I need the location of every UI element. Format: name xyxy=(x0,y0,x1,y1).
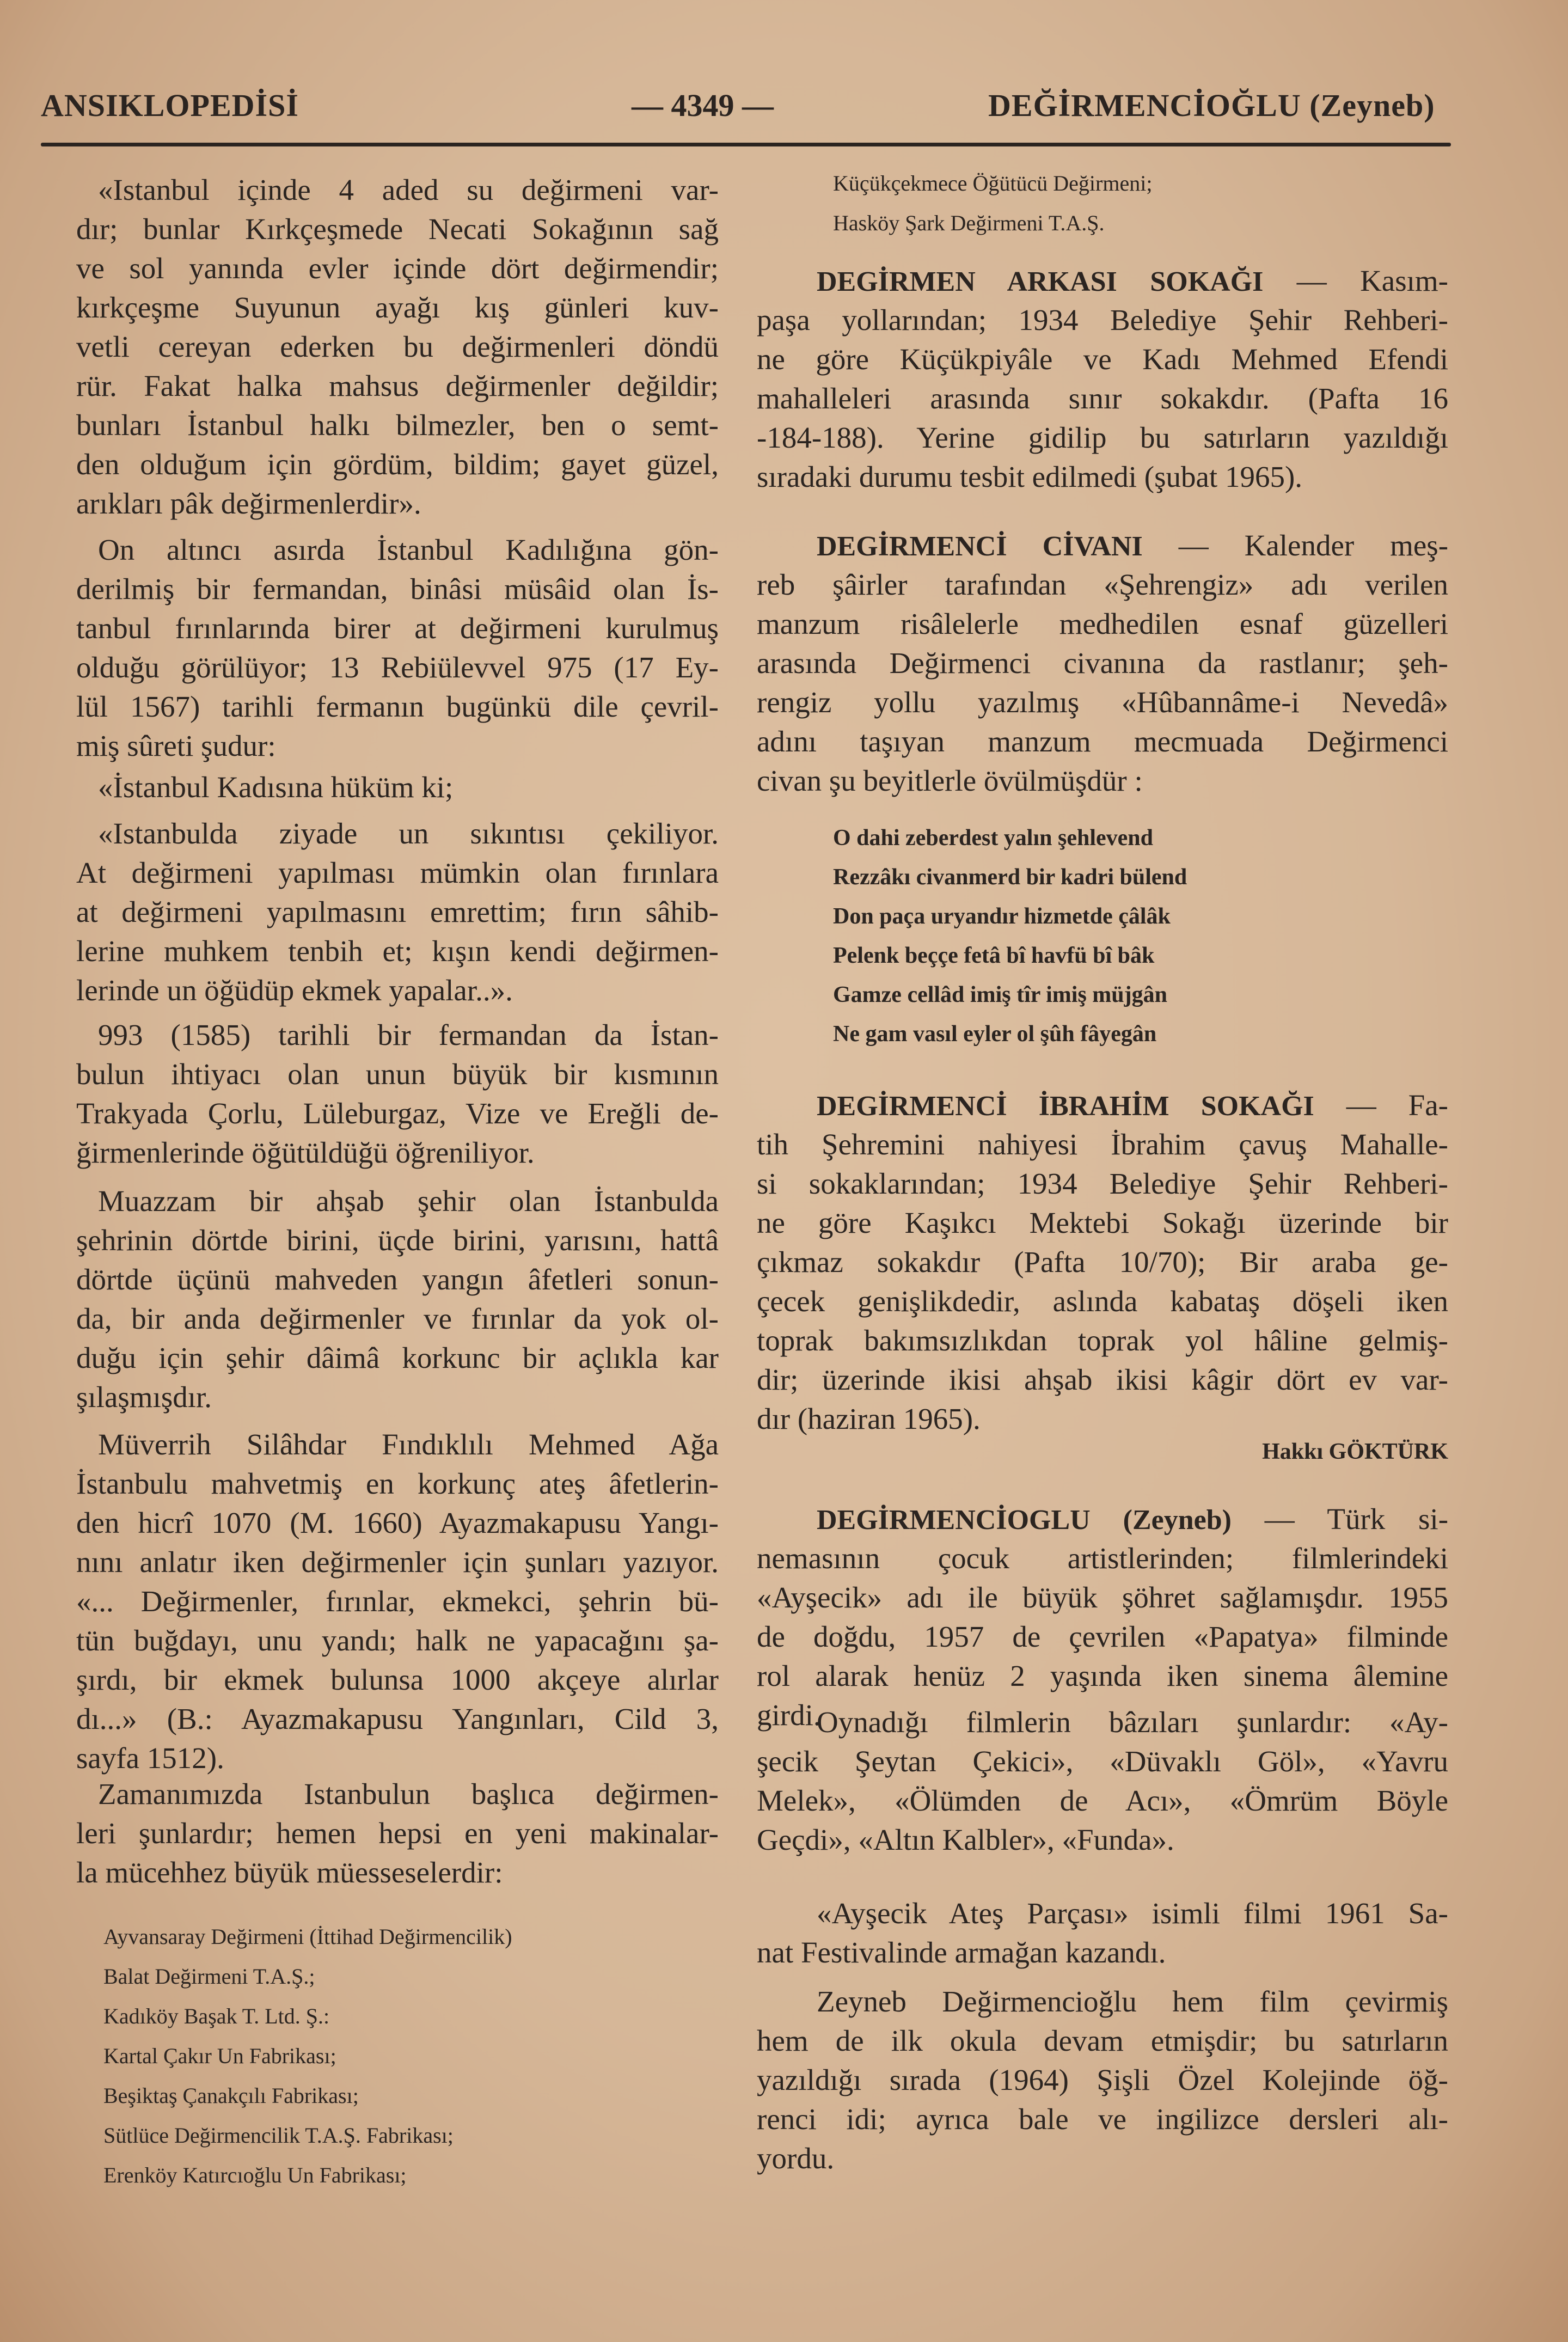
text-line: duğu için şehir dâimâ korkunc bir açlıkla kar xyxy=(76,1341,719,1374)
text-line: civan şu beyitlerle övülmüşdür : xyxy=(757,764,1143,797)
paragraph xyxy=(76,768,719,807)
text-line: nat Festivalinde armağan kazandı. xyxy=(757,1936,1166,1969)
paragraph xyxy=(757,1982,1448,2178)
paragraph xyxy=(76,1182,719,1417)
text-line: dörtde üçünü mahveden yangın âfetleri sonun- xyxy=(76,1263,719,1296)
text-line: tih Şehremini nahiyesi İbrahim çavuş Mahalle- xyxy=(757,1128,1448,1161)
list-item: Hasköy Şark Değirmeni T.A.Ş. xyxy=(833,211,1105,235)
text-line: İstanbulu mahvetmiş en korkunç ateş âfetlerin- xyxy=(76,1467,719,1500)
entry-headword: DEGİRMENCİ İBRAHİM SOKAĞI xyxy=(817,1091,1314,1122)
encyclopedia-entry xyxy=(757,526,1448,800)
text-line: «Ayşecik» adı ile büyük şöhret sağlamışdır. 1955 xyxy=(757,1581,1448,1614)
text-line: leri şunlardır; hemen hepsi en yeni makinalar- xyxy=(76,1817,719,1850)
text-line: girdi. xyxy=(757,1698,821,1732)
text-line: dı...» (B.: Ayazmakapusu Yangınları, Cild 3, xyxy=(76,1702,719,1735)
text-line: Müverrih Silâhdar Fındıklılı Mehmed Ağa xyxy=(98,1428,719,1461)
text-line: sayfa 1512). xyxy=(76,1741,224,1775)
text-line: de doğdu, 1957 de çevrilen «Papatya» filminde xyxy=(757,1620,1448,1653)
text-line: renci idi; ayrıca bale ve ingilizce dersleri alı- xyxy=(757,2102,1448,2136)
entry-text: — Türk si- xyxy=(1264,1502,1449,1536)
paragraph xyxy=(76,1775,719,1892)
text-line: si sokaklarından; 1934 Belediye Şehir Rehberi- xyxy=(757,1167,1448,1200)
text-line: den olduğum için gördüm, bildim; gayet güzel, xyxy=(76,448,719,481)
text-line: vetli cereyan ederken bu değirmenleri döndü xyxy=(76,330,719,363)
text-line: bunları İstanbul halkı bilmezler, ben o semt- xyxy=(76,408,719,442)
mill-list xyxy=(76,1917,719,2195)
text-line: tün buğdayı, unu yandı; halk ne yapacağını şa- xyxy=(76,1624,719,1657)
list-item: Ayvansaray Değirmeni (İttihad Değirmencilik) xyxy=(103,1924,512,1949)
verse-line: Ne gam vasıl eyler ol şûh fâyegân xyxy=(833,1022,1157,1047)
text-line: da, bir anda değirmenler ve fırınlar da yok ol- xyxy=(76,1302,719,1335)
entry-text: — Kalender meş- xyxy=(1178,529,1449,562)
text-line: yordu. xyxy=(757,2142,835,2175)
text-line: den hicrî 1070 (M. 1660) Ayazmakapusu Yangı- xyxy=(76,1506,719,1539)
text-line: derilmiş bir fermandan, binâsi müsâid olan İs- xyxy=(76,572,719,606)
verse-line: O dahi zeberdest yalın şehlevend xyxy=(833,825,1154,851)
running-head-left: ANSIKLOPEDİSİ xyxy=(41,88,299,123)
text-line: kırkçeşme Suyunun ayağı kış günleri kuv- xyxy=(76,291,719,324)
running-head-right: DEĞİRMENCİOĞLU (Zeyneb) xyxy=(988,88,1435,123)
verse-line: Don paça uryandır hizmetde çâlâk xyxy=(833,904,1171,929)
text-line: yazıldığı sırada (1964) Şişli Özel Kolejinde öğ- xyxy=(757,2063,1448,2096)
text-line: dır; bunlar Kırkçeşmede Necati Sokağının sağ xyxy=(76,212,719,246)
text-line: «İstanbul Kadısına hüküm ki; xyxy=(98,771,454,804)
text-line: Melek», «Ölümden de Acı», «Ömrüm Böyle xyxy=(757,1784,1448,1817)
text-line: şılaşmışdır. xyxy=(76,1380,212,1414)
entry-text: — Fa- xyxy=(1346,1089,1448,1122)
text-line: la mücehhez büyük müesseselerdir: xyxy=(76,1856,503,1889)
list-item: Kadıköy Başak T. Ltd. Ş.: xyxy=(103,2004,330,2028)
text-line: dır (haziran 1965). xyxy=(757,1402,981,1435)
entry-headword: DEGİRMENCİOGLU (Zeyneb) xyxy=(817,1505,1232,1536)
paragraph xyxy=(76,1016,719,1172)
text-line: mahalleleri arasında sınır sokakdır. (Pafta 16 xyxy=(757,382,1448,415)
text-line: Zeyneb Değirmencioğlu hem film çevirmiş xyxy=(817,1985,1448,2018)
text-line: şecik Şeytan Çekici», «Düvaklı Göl», «Yavru xyxy=(757,1745,1448,1778)
text-line: ne göre Küçükpiyâle ve Kadı Mehmed Efendi xyxy=(757,343,1448,376)
text-line: «Istanbul içinde 4 aded su değirmeni var- xyxy=(98,173,719,206)
text-line: Trakyada Çorlu, Lüleburgaz, Vize ve Ereğli de- xyxy=(76,1097,719,1130)
text-line: ğirmenlerinde öğütüldüğü öğreniliyor. xyxy=(76,1136,535,1169)
verse-line: Pelenk beççe fetâ bî havfü bî bâk xyxy=(833,943,1155,968)
text-line: şehrinin dörtde birini, üçde birini, yarısını, hattâ xyxy=(76,1224,719,1257)
text-line: olduğu görülüyor; 13 Rebiülevvel 975 (17 Ey- xyxy=(76,651,719,684)
text-line: toprak bakımsızlıkdan toprak yol hâline gelmiş- xyxy=(757,1324,1448,1357)
entry-headword: DEGİRMEN ARKASI SOKAĞI xyxy=(817,266,1264,297)
encyclopedia-entry xyxy=(757,261,1448,497)
text-line: rür. Fakat halka mahsus değirmenler değildir; xyxy=(76,369,719,402)
text-line: lerine muhkem tenbih et; kışın kendi değirmen- xyxy=(76,934,719,968)
verse-line: Rezzâkı civanmerd bir kadri bülend xyxy=(833,865,1187,890)
text-line xyxy=(757,526,1448,565)
paragraph xyxy=(76,1425,719,1778)
text-line: rengiz yollu yazılmış «Hûbannâme-i Nevedâ» xyxy=(757,686,1448,719)
text-line: bulun ihtiyacı olan unun büyük bir kısmının xyxy=(76,1057,719,1091)
text-line: hem de ilk okula devam etmişdir; bu satırların xyxy=(757,2024,1448,2057)
page-number: — 4349 — xyxy=(632,88,774,123)
list-item: Balat Değirmeni T.A.Ş.; xyxy=(103,1964,315,1989)
text-line: paşa yollarından; 1934 Belediye Şehir Rehberi- xyxy=(757,303,1448,337)
text-line: ne göre Kaşıkcı Mektebi Sokağı üzerinde bir xyxy=(757,1206,1448,1239)
paragraph xyxy=(76,814,719,1010)
text-line: ve sol yanında evler içinde dört değirmendir; xyxy=(76,252,719,285)
text-line: çıkmaz sokakdır (Pafta 10/70); Bir araba ge- xyxy=(757,1245,1448,1279)
encyclopedia-entry xyxy=(757,1500,1448,1735)
list-item: Kartal Çakır Un Fabrikası; xyxy=(103,2044,336,2068)
text-line xyxy=(757,1086,1448,1125)
text-line: arasında Değirmenci civanına da rastlanır; şeh- xyxy=(757,646,1448,680)
text-line: 993 (1585) tarihli bir fermandan da İstan- xyxy=(98,1018,719,1051)
paragraph xyxy=(757,1703,1448,1860)
entry-text: — Kasım- xyxy=(1296,264,1448,297)
text-line: şırdı, bir ekmek bulunsa 1000 akçeye alırlar xyxy=(76,1663,719,1696)
text-line: Zamanımızda Istanbulun başlıca değirmen- xyxy=(98,1777,719,1811)
paragraph xyxy=(76,530,719,766)
text-line: -184-188). Yerine gidilip bu satırların yazıldığı xyxy=(757,421,1448,454)
text-line: adını taşıyan manzum mecmuada Değirmenci xyxy=(757,725,1448,758)
text-line: lerinde un öğüdüp ekmek yapalar..». xyxy=(76,974,513,1007)
list-item: Küçükçekmece Öğütücü Değirmeni; xyxy=(833,171,1153,195)
header-rule xyxy=(41,143,1451,146)
mill-list xyxy=(757,163,1448,243)
list-item: Erenköy Katırcıoğlu Un Fabrikası; xyxy=(103,2163,407,2187)
text-line: Muazzam bir ahşab şehir olan İstanbulda xyxy=(98,1184,719,1218)
signature: Hakkı GÖKTÜRK xyxy=(1262,1439,1448,1464)
text-line: at değirmeni yapılmasını emrettim; fırın sâhib- xyxy=(76,895,719,928)
text-line: reb şâirler tarafından «Şehrengiz» adı verilen xyxy=(757,568,1448,601)
poem-verse xyxy=(757,818,1448,1054)
text-line: lül 1567) tarihli fermanın bugünkü dile çevril- xyxy=(76,690,719,723)
text-line: On altıncı asırda İstanbul Kadılığına gön- xyxy=(98,533,719,566)
text-line: Oynadığı filmlerin bâzıları şunlardır: «Ay- xyxy=(817,1705,1448,1739)
text-line: Geçdi», «Altın Kalbler», «Funda». xyxy=(757,1823,1174,1856)
text-line: «Istanbulda ziyade un sıkıntısı çekiliyor. xyxy=(98,817,719,850)
text-line xyxy=(757,1500,1448,1539)
verse-line: Gamze cellâd imiş tîr imiş müjgân xyxy=(833,982,1167,1007)
paragraph xyxy=(757,1894,1448,1972)
text-line: rol alarak henüz 2 yaşında iken sinema âlemine xyxy=(757,1659,1448,1692)
text-line: sıradaki durumu tesbit edilmedi (şubat 1965). xyxy=(757,460,1303,493)
text-line: nemasının çocuk artistlerinden; filmlerindeki xyxy=(757,1542,1448,1575)
text-line: manzum risâlelerle medhedilen esnaf güzelleri xyxy=(757,607,1448,640)
entry-headword: DEGİRMENCİ CİVANI xyxy=(817,531,1143,562)
text-line: dir; üzerinde ikisi ahşab ikisi kâgir dört ev var- xyxy=(757,1363,1448,1396)
list-item: Beşiktaş Çanakçılı Fabrikası; xyxy=(103,2083,359,2108)
encyclopedia-entry xyxy=(757,1086,1448,1439)
text-line xyxy=(757,261,1448,301)
text-line: miş sûreti şudur: xyxy=(76,729,276,762)
text-line: arıkları pâk değirmenlerdir». xyxy=(76,487,421,520)
paragraph xyxy=(76,170,719,523)
text-line: çecek genişlikdedir, aslında kabataş döşeli iken xyxy=(757,1285,1448,1318)
text-line: At değirmeni yapılması mümkin olan fırınlara xyxy=(76,856,719,889)
text-line: nını anlatır iken değirmenler için şunları yazıyor. xyxy=(76,1545,719,1579)
text-line: tanbul fırınlarında birer at değirmeni kurulmuş xyxy=(76,612,719,645)
text-line: «Ayşecik Ateş Parçası» isimli filmi 1961 Sa- xyxy=(817,1897,1448,1930)
author-signature xyxy=(757,1432,1448,1471)
list-item: Sütlüce Değirmencilik T.A.Ş. Fabrikası; xyxy=(103,2123,454,2148)
text-line: «... Değirmenler, fırınlar, ekmekci, şehrin bü- xyxy=(76,1585,719,1618)
